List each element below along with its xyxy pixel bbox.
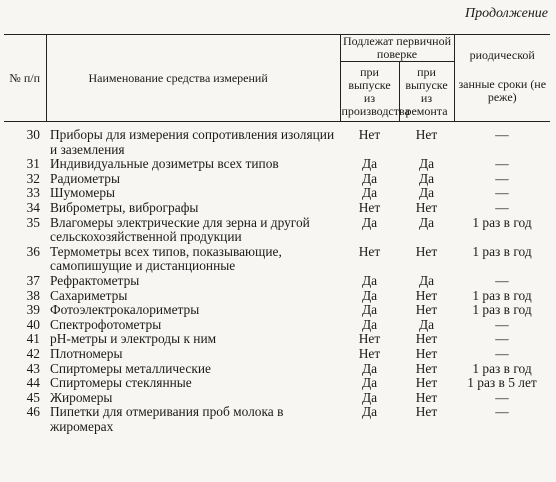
- table-row: [4, 172, 550, 187]
- periodic-term-value: —: [495, 185, 509, 201]
- row-number: 31: [26, 156, 40, 172]
- instrument-name: Влагомеры электрические для зерна и другой сельскохозяйственной продукции: [50, 214, 310, 245]
- on-release-value: Да: [361, 316, 378, 332]
- periodic-term-value: —: [495, 272, 509, 288]
- row-number: 34: [26, 199, 40, 215]
- instrument-name: pH-метры и электроды к ним: [50, 331, 217, 347]
- row-number: 39: [26, 302, 40, 318]
- table-row: [4, 186, 550, 201]
- on-release-value: Нет: [358, 243, 381, 259]
- instrument-name: Спектрофотометры: [50, 316, 162, 332]
- periodic-term-value: —: [495, 389, 509, 405]
- periodic-term-value: —: [495, 156, 509, 172]
- header-num: № п/п: [4, 35, 46, 122]
- instruments-table-wrapper: [4, 34, 550, 434]
- periodic-term-value: 1 раз в 5 лет: [467, 375, 537, 391]
- table-body: [4, 122, 550, 435]
- on-repair-value: Нет: [415, 331, 438, 347]
- row-number: 40: [26, 316, 40, 332]
- header-on-repair: при выпуске из ремонта: [399, 62, 454, 122]
- header-name: Наименование средства измерений: [46, 35, 340, 122]
- table-row: [4, 391, 550, 406]
- on-repair-value: Нет: [415, 287, 438, 303]
- table-row: [4, 318, 550, 333]
- on-repair-value: Нет: [415, 127, 438, 142]
- on-release-value: Да: [361, 185, 378, 201]
- table-row: [4, 122, 550, 158]
- table-row: [4, 347, 550, 362]
- table-row: [4, 274, 550, 289]
- table-row: [4, 303, 550, 318]
- table-row: [4, 289, 550, 304]
- header-primary-check: Подлежат первичной поверке: [340, 35, 454, 62]
- instrument-name: Спиртомеры стеклянные: [50, 375, 192, 391]
- row-number: 38: [26, 287, 40, 303]
- periodic-term-value: —: [495, 199, 509, 215]
- row-number: 42: [26, 345, 40, 361]
- table-row: [4, 376, 550, 391]
- row-number: 33: [26, 185, 40, 201]
- instrument-name: Приборы для измерения сопротивления изоляции и заземления: [50, 127, 335, 157]
- row-number: 37: [26, 272, 40, 288]
- on-repair-value: Нет: [415, 199, 438, 215]
- on-repair-value: Да: [418, 185, 435, 201]
- header-periodic: риодической: [454, 35, 550, 62]
- instrument-name: Виброметры, вибрографы: [50, 199, 199, 215]
- periodic-term-value: —: [495, 316, 509, 332]
- table-row: [4, 216, 550, 245]
- row-number: 32: [26, 170, 40, 186]
- table-row: [4, 157, 550, 172]
- instrument-name: Радиометры: [50, 170, 120, 186]
- row-number: 41: [26, 331, 40, 347]
- periodic-term-value: 1 раз в год: [472, 243, 532, 259]
- periodic-term-value: —: [495, 331, 509, 347]
- instrument-name: Пипетки для отмеривания проб молока в жиромерах: [50, 404, 284, 434]
- on-repair-value: Нет: [415, 375, 438, 391]
- on-repair-value: Да: [418, 170, 435, 186]
- table-row: [4, 405, 550, 434]
- on-release-value: Да: [361, 360, 378, 376]
- instrument-name: Жиромеры: [50, 389, 113, 405]
- periodic-term-value: —: [495, 127, 509, 142]
- header-terms: занные сроки (не реже): [454, 62, 550, 122]
- on-release-value: Нет: [358, 199, 381, 215]
- periodic-term-value: —: [495, 404, 509, 420]
- continuation-label: Продолжение: [465, 6, 548, 21]
- on-repair-value: Нет: [415, 302, 438, 318]
- instrument-name: Термометры всех типов, показывающие, самопишущие и дистанционные: [50, 243, 282, 274]
- instrument-name: Шумомеры: [50, 185, 116, 201]
- on-repair-value: Да: [418, 316, 435, 332]
- instrument-name: Спиртомеры металлические: [50, 360, 211, 376]
- on-release-value: Да: [361, 287, 378, 303]
- instrument-name: Сахариметры: [50, 287, 128, 303]
- table-row: [4, 201, 550, 216]
- header-on-release: при выпуске из производства: [340, 62, 399, 122]
- on-repair-value: Нет: [415, 389, 438, 405]
- table-row: [4, 245, 550, 274]
- row-number: 35: [26, 214, 40, 230]
- periodic-term-value: —: [495, 170, 509, 186]
- row-number: 43: [26, 360, 40, 376]
- row-number: 30: [26, 127, 40, 142]
- on-release-value: Да: [361, 170, 378, 186]
- on-release-value: Да: [361, 272, 378, 288]
- on-repair-value: Да: [418, 214, 435, 230]
- periodic-term-value: 1 раз в год: [472, 302, 532, 318]
- row-number: 36: [26, 243, 40, 259]
- on-release-value: Нет: [358, 345, 381, 361]
- on-release-value: Да: [361, 389, 378, 405]
- row-number: 44: [26, 375, 40, 391]
- row-number: 46: [26, 404, 40, 420]
- periodic-term-value: 1 раз в год: [472, 287, 532, 303]
- on-release-value: Да: [361, 302, 378, 318]
- on-release-value: Нет: [358, 331, 381, 347]
- instrument-name: Индивидуальные дозиметры всех типов: [50, 156, 279, 172]
- on-release-value: Да: [361, 214, 378, 230]
- instruments-table: [4, 34, 550, 434]
- on-repair-value: Нет: [415, 345, 438, 361]
- on-release-value: Да: [361, 404, 378, 420]
- on-repair-value: Да: [418, 156, 435, 172]
- on-release-value: Да: [361, 156, 378, 172]
- on-release-value: Да: [361, 375, 378, 391]
- table-row: [4, 362, 550, 377]
- periodic-term-value: 1 раз в год: [472, 214, 532, 230]
- on-repair-value: Нет: [415, 404, 438, 420]
- row-number: 45: [26, 389, 40, 405]
- on-repair-value: Нет: [415, 243, 438, 259]
- table-row: [4, 332, 550, 347]
- on-release-value: Нет: [358, 127, 381, 142]
- periodic-term-value: —: [495, 345, 509, 361]
- periodic-term-value: 1 раз в год: [472, 360, 532, 376]
- instrument-name: Фотоэлектрокалориметры: [50, 302, 200, 318]
- on-repair-value: Нет: [415, 360, 438, 376]
- instrument-name: Рефрактометры: [50, 272, 140, 288]
- on-repair-value: Да: [418, 272, 435, 288]
- instrument-name: Плотномеры: [50, 345, 123, 361]
